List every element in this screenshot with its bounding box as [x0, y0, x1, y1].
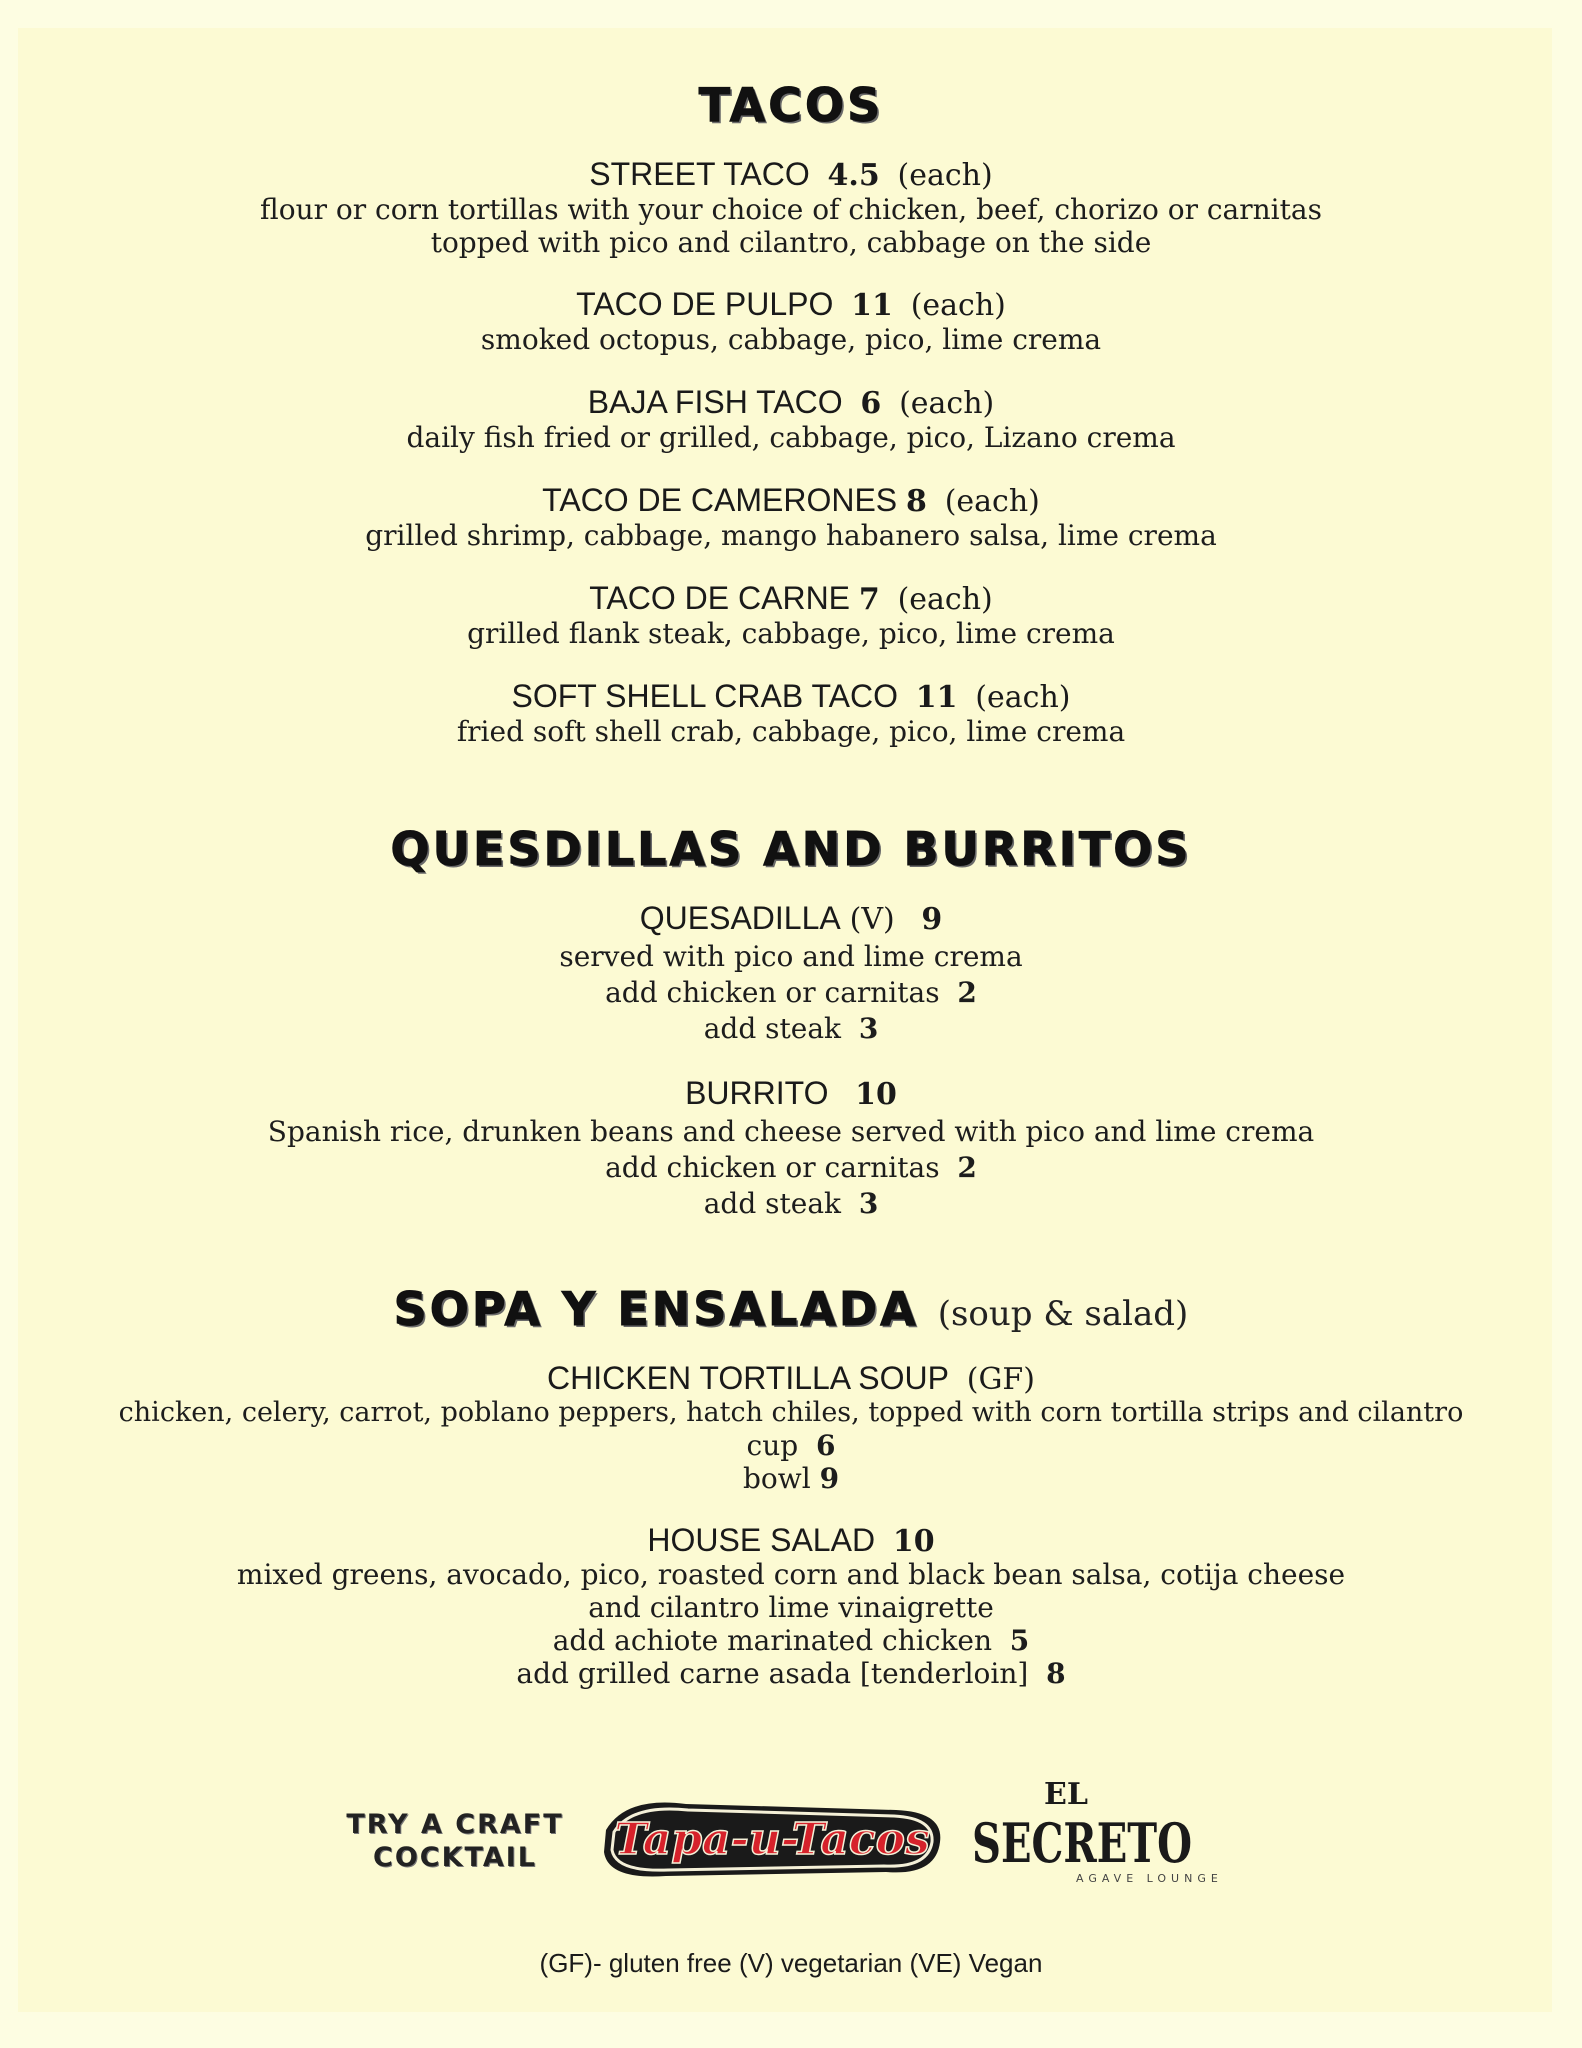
item-name: QUESADILLA: [639, 900, 841, 936]
item-price: 11: [851, 288, 893, 323]
menu-item-chicken-tortilla-soup: [0, 1360, 1582, 1398]
sopa-aside: (soup & salad): [937, 1294, 1189, 1334]
item-price: 10: [855, 1077, 897, 1112]
item-note: (each): [975, 680, 1071, 715]
tacos-heading: TACOS: [698, 78, 884, 132]
size-price: 6: [815, 1429, 836, 1462]
item-description: grilled flank steak, cabbage, pico, lime crema: [467, 617, 1115, 650]
menu-item-taco-de-camerones: [0, 482, 1582, 520]
logo-main-text: SECRETO: [972, 1811, 1192, 1875]
addon-price: 2: [957, 976, 977, 1009]
item-addon: [0, 1012, 1582, 1045]
item-name: STREET TACO: [589, 156, 810, 192]
item-name: SOFT SHELL CRAB TACO: [511, 678, 898, 714]
menu-item-quesadilla: [0, 900, 1582, 938]
item-note: (each): [897, 158, 993, 193]
item-description: grilled shrimp, cabbage, mango habanero salsa, lime crema: [365, 519, 1217, 552]
menu-item-house-salad: [0, 1522, 1582, 1560]
size-text: bowl: [742, 1462, 811, 1495]
item-note: (each): [897, 582, 993, 617]
item-size: [0, 1429, 1582, 1462]
addon-text: add steak: [703, 1012, 841, 1045]
sopa-heading: [0, 1282, 1582, 1336]
item-description: fried soft shell crab, cabbage, pico, lime crema: [456, 715, 1126, 748]
item-note: (each): [910, 288, 1006, 323]
addon-price: 2: [957, 1151, 977, 1184]
menu-item-street-taco: [0, 156, 1582, 194]
item-addon: [0, 1657, 1582, 1690]
cta-line: TRY A CRAFT: [346, 1809, 564, 1840]
item-price: 7: [858, 582, 880, 617]
item-name: CHICKEN TORTILLA SOUP: [547, 1360, 949, 1396]
addon-text: add grilled carne asada [tenderloin]: [516, 1657, 1029, 1690]
quesadillas-heading: QUESDILLAS AND BURRITOS: [390, 822, 1192, 876]
item-name: TACO DE PULPO: [576, 286, 834, 322]
item-price: 6: [860, 386, 882, 421]
item-addon: [0, 976, 1582, 1009]
menu-item-baja-fish-taco: [0, 384, 1582, 422]
item-addon: [0, 1151, 1582, 1184]
item-description: daily fish fried or grilled, cabbage, pico, Lizano crema: [406, 421, 1176, 454]
tapa-u-tacos-logo: [596, 1790, 948, 1886]
addon-text: add steak: [703, 1187, 841, 1220]
size-text: cup: [746, 1429, 799, 1462]
item-price: 8: [906, 484, 927, 519]
addon-price: 3: [858, 1012, 879, 1045]
cta-line: COCKTAIL: [373, 1842, 537, 1873]
item-tag: (GF): [966, 1362, 1035, 1397]
item-price: 4.5: [827, 158, 880, 193]
addon-price: 3: [858, 1187, 879, 1220]
logo-sub-text: AGAVE LOUNGE: [1076, 1872, 1223, 1885]
item-description: flour or corn tortillas with your choice of chicken, beef, chorizo or carnitas: [260, 193, 1322, 226]
item-name: TACO DE CAMERONES: [542, 482, 898, 518]
item-note: (each): [899, 386, 995, 421]
item-addon: [0, 1624, 1582, 1657]
logo-el-text: EL: [1044, 1777, 1088, 1812]
addon-price: 8: [1046, 1657, 1066, 1690]
item-price: 9: [921, 902, 943, 937]
menu-item-taco-de-pulpo: [0, 286, 1582, 324]
addon-text: add chicken or carnitas: [605, 976, 940, 1009]
menu-item-soft-shell-crab-taco: [0, 678, 1582, 716]
item-name: BAJA FISH TACO: [587, 384, 843, 420]
addon-price: 5: [1009, 1624, 1030, 1657]
sopa-title: SOPA Y ENSALADA: [393, 1282, 919, 1336]
item-price: 11: [915, 680, 958, 715]
item-name: HOUSE SALAD: [647, 1522, 876, 1558]
dietary-legend: (GF)- gluten free (V) vegetarian (VE) Vegan: [539, 1948, 1043, 1978]
item-name: TACO DE CARNE: [589, 580, 851, 616]
item-description: smoked octopus, cabbage, pico, lime crema: [480, 323, 1102, 356]
item-description: chicken, celery, carrot, poblano peppers, hatch chiles, topped with corn tortilla strips and cilantro: [118, 1397, 1464, 1428]
logo-text: Tapa-u-Tacos: [614, 1814, 930, 1865]
item-size: [0, 1462, 1582, 1495]
item-name: BURRITO: [685, 1075, 829, 1111]
menu-item-taco-de-carne: [0, 580, 1582, 618]
addon-text: add chicken or carnitas: [605, 1151, 940, 1184]
item-tag: (V): [849, 902, 895, 937]
item-description: and cilantro lime vinaigrette: [588, 1591, 994, 1624]
el-secreto-logo: [966, 1770, 1223, 1890]
addon-text: add achiote marinated chicken: [552, 1624, 992, 1657]
item-price: 10: [892, 1524, 935, 1559]
item-description: Spanish rice, drunken beans and cheese served with pico and lime crema: [267, 1115, 1315, 1148]
size-price: 9: [819, 1462, 840, 1495]
item-note: (each): [944, 484, 1040, 519]
item-description: topped with pico and cilantro, cabbage on the side: [430, 226, 1152, 259]
menu-item-burrito: [0, 1075, 1582, 1113]
item-addon: [0, 1187, 1582, 1220]
item-description: mixed greens, avocado, pico, roasted corn and black bean salsa, cotija cheese: [236, 1558, 1346, 1591]
item-description: served with pico and lime crema: [559, 940, 1023, 973]
cocktail-cta: [330, 1808, 580, 1874]
